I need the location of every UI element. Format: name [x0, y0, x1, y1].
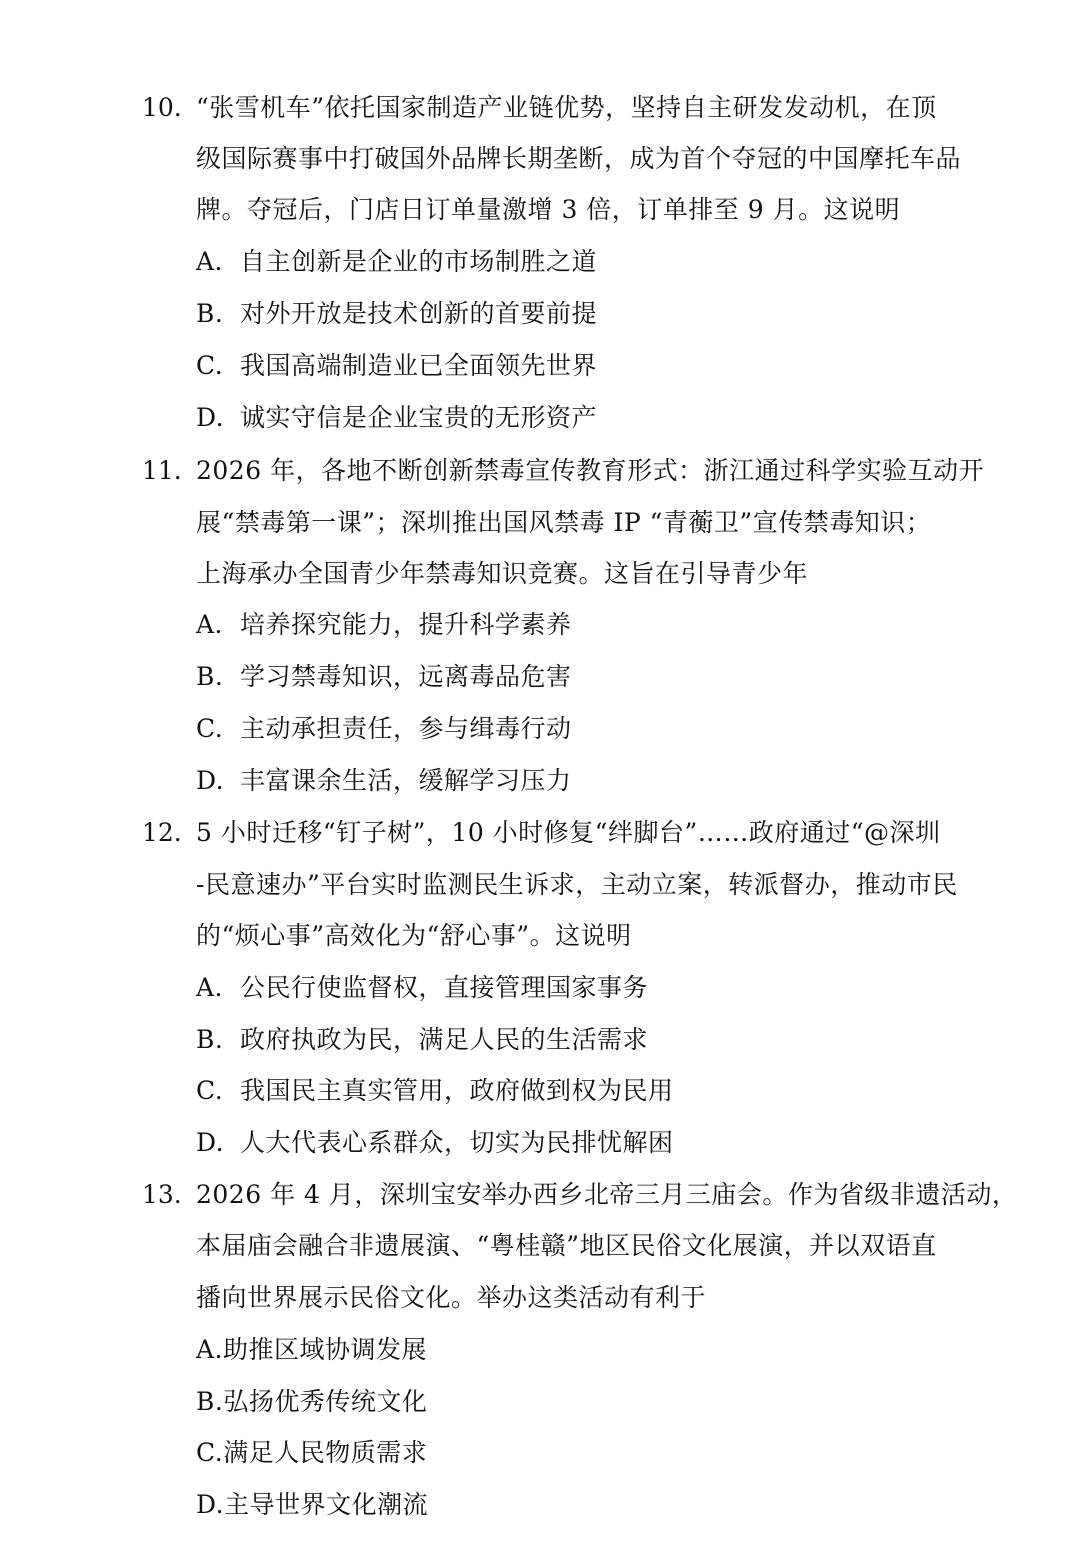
option-text: 公民行使监督权，直接管理国家事务	[240, 973, 649, 1002]
option-text: 学习禁毒知识，远离毒品危害	[240, 662, 572, 691]
option-b	[196, 659, 572, 695]
question-number: 10.	[142, 93, 182, 122]
option-letter: A.	[196, 610, 224, 639]
option-text: 满足人民物质需求	[223, 1438, 428, 1467]
option-letter: C.	[196, 1438, 224, 1467]
option-c	[196, 711, 572, 747]
option-a	[196, 970, 648, 1006]
option-d	[196, 400, 597, 436]
option-letter: D.	[196, 766, 225, 795]
option-letter: D.	[196, 403, 225, 432]
question-number: 12.	[142, 818, 182, 847]
option-letter: B.	[196, 1387, 224, 1416]
question-stem-line: 播向世界展示民俗文化。举办这类活动有利于	[196, 1283, 707, 1312]
option-d	[196, 1125, 674, 1161]
question-stem-line: 本届庙会融合非遗展演、“粤桂赣”地区民俗文化展演，并以双语直	[196, 1231, 937, 1260]
option-b	[196, 296, 597, 332]
option-letter: A.	[196, 973, 224, 1002]
option-text: 丰富课余生活，缓解学习压力	[240, 766, 572, 795]
question-stem-line: 5 小时迁移“钉子树”，10 小时修复“绊脚台”……政府通过“@深圳	[196, 818, 941, 847]
question-stem-line: -民意速办”平台实时监测民生诉求，主动立案，转派督办，推动市民	[196, 870, 958, 899]
option-letter: B.	[196, 662, 224, 691]
option-letter: B.	[196, 299, 224, 328]
option-b	[196, 1384, 427, 1420]
option-text: 我国民主真实管用，政府做到权为民用	[240, 1076, 674, 1105]
option-a	[196, 607, 572, 643]
question-stem-line: “张雪机车”依托国家制造产业链优势，坚持自主研发发动机，在顶	[196, 93, 937, 122]
option-text: 助推区域协调发展	[223, 1335, 428, 1364]
option-c	[196, 1435, 427, 1471]
option-letter: B.	[196, 1025, 224, 1054]
option-letter: A.	[196, 1335, 224, 1364]
question-stem-line: 上海承办全国青少年禁毒知识竞赛。这旨在引导青少年	[196, 559, 809, 588]
option-a	[196, 244, 597, 280]
option-letter: D.	[196, 1128, 225, 1157]
option-text: 主导世界文化潮流	[224, 1490, 429, 1519]
option-letter: C.	[196, 1076, 224, 1105]
option-text: 我国高端制造业已全面领先世界	[240, 351, 598, 380]
question-stem-line: 展“禁毒第一课”；深圳推出国风禁毒 IP “青蘅卫”宣传禁毒知识；	[196, 508, 932, 537]
option-letter: D.	[196, 1490, 225, 1519]
option-c	[196, 348, 597, 384]
question-stem-line: 牌。夺冠后，门店日订单量激增 3 倍，订单排至 9 月。这说明	[196, 195, 901, 224]
option-c	[196, 1073, 674, 1109]
question-number: 13.	[142, 1180, 182, 1209]
option-d	[196, 763, 572, 799]
question-stem-line: 的“烦心事”高效化为“舒心事”。这说明	[196, 921, 632, 950]
option-text: 自主创新是企业的市场制胜之道	[240, 247, 598, 276]
question-stem-line: 级国际赛事中打破国外品牌长期垄断，成为首个夺冠的中国摩托车品	[196, 144, 962, 173]
option-text: 诚实守信是企业宝贵的无形资产	[240, 403, 598, 432]
question-number: 11.	[142, 456, 182, 485]
question-stem-line: 2026 年 4 月，深圳宝安举办西乡北帝三月三庙会。作为省级非遗活动，	[196, 1180, 1018, 1209]
option-b	[196, 1022, 648, 1058]
option-letter: C.	[196, 714, 224, 743]
option-letter: A.	[196, 247, 224, 276]
option-text: 培养探究能力，提升科学素养	[240, 610, 572, 639]
option-letter: C.	[196, 351, 224, 380]
option-text: 人大代表心系群众，切实为民排忧解困	[240, 1128, 674, 1157]
option-text: 弘扬优秀传统文化	[223, 1387, 428, 1416]
option-d	[196, 1487, 428, 1523]
option-text: 政府执政为民，满足人民的生活需求	[240, 1025, 649, 1054]
option-a	[196, 1332, 427, 1368]
option-text: 主动承担责任，参与缉毒行动	[240, 714, 572, 743]
question-stem-line: 2026 年，各地不断创新禁毒宣传教育形式：浙江通过科学实验互动开	[196, 456, 985, 485]
option-text: 对外开放是技术创新的首要前提	[240, 299, 598, 328]
